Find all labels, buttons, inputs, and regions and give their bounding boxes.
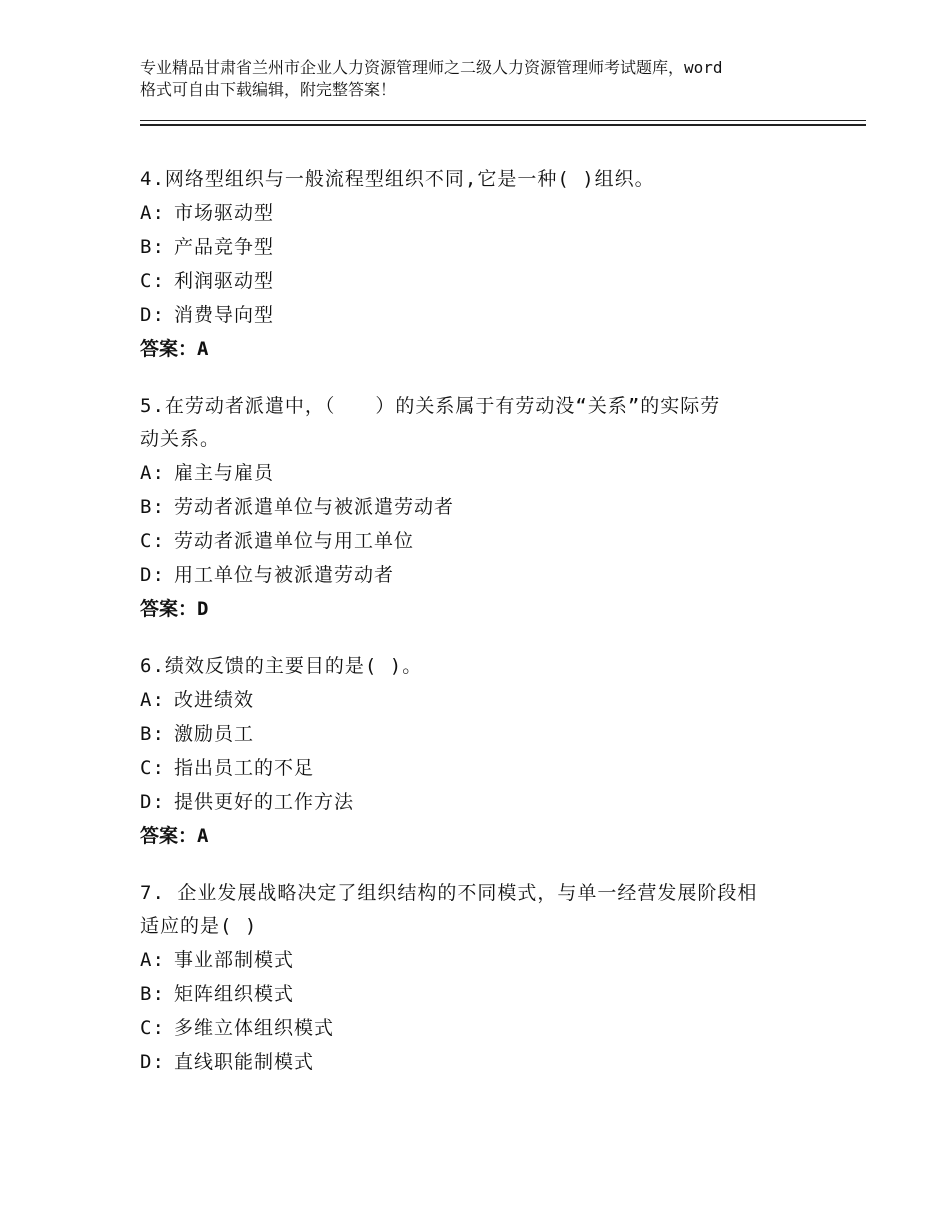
- question-list: [140, 163, 820, 1103]
- option-text: 多维立体组织模式: [174, 1017, 335, 1039]
- option-a: [140, 943, 820, 977]
- option-letter: C:: [140, 757, 165, 779]
- question-stem-continued: 动关系。: [140, 428, 221, 450]
- option-letter: C:: [140, 530, 165, 552]
- option-text: 直线职能制模式: [174, 1051, 315, 1073]
- option-d: [140, 558, 820, 592]
- option-c: [140, 264, 820, 298]
- answer-label: 答案：D: [140, 598, 209, 620]
- option-text: 指出员工的不足: [174, 757, 315, 779]
- question-6: [140, 650, 820, 853]
- option-letter: B:: [140, 496, 165, 518]
- header-title-line-2: 格式可自由下载编辑，附完整答案！: [140, 80, 397, 99]
- option-text: 激励员工: [174, 723, 255, 745]
- option-text: 事业部制模式: [174, 949, 295, 971]
- answer-label: 答案：A: [140, 825, 209, 847]
- option-text: 产品竞争型: [174, 236, 275, 258]
- option-letter: C:: [140, 270, 165, 292]
- option-c: [140, 524, 820, 558]
- option-letter: B:: [140, 983, 165, 1005]
- option-letter: B:: [140, 236, 165, 258]
- option-a: [140, 683, 820, 717]
- option-letter: A:: [140, 949, 165, 971]
- header-divider-thin: [140, 120, 866, 121]
- option-text: 劳动者派遣单位与被派遣劳动者: [174, 496, 455, 518]
- option-c: [140, 751, 820, 785]
- question-stem: 4.网络型组织与一般流程型组织不同,它是一种( )组织。: [140, 168, 655, 190]
- option-c: [140, 1011, 820, 1045]
- option-b: [140, 977, 820, 1011]
- question-5: [140, 390, 820, 626]
- option-a: [140, 456, 820, 490]
- option-letter: D:: [140, 791, 165, 813]
- question-stem: 5.在劳动者派遣中，（ ）的关系属于有劳动没“关系”的实际劳: [140, 395, 721, 417]
- option-text: 劳动者派遣单位与用工单位: [174, 530, 415, 552]
- option-d: [140, 1045, 820, 1079]
- header-title-line-1: 专业精品甘肃省兰州市企业人力资源管理师之二级人力资源管理师考试题库，word: [140, 58, 723, 77]
- option-b: [140, 717, 820, 751]
- option-letter: D:: [140, 304, 165, 326]
- option-letter: A:: [140, 689, 165, 711]
- option-d: [140, 785, 820, 819]
- option-text: 改进绩效: [174, 689, 255, 711]
- option-letter: A:: [140, 462, 165, 484]
- option-b: [140, 230, 820, 264]
- option-text: 市场驱动型: [174, 202, 275, 224]
- option-a: [140, 196, 820, 230]
- question-7: [140, 877, 820, 1079]
- option-text: 提供更好的工作方法: [174, 791, 355, 813]
- document-header: [140, 57, 830, 101]
- option-text: 利润驱动型: [174, 270, 275, 292]
- option-b: [140, 490, 820, 524]
- answer-label: 答案：A: [140, 338, 209, 360]
- question-4: [140, 163, 820, 366]
- option-letter: D:: [140, 564, 165, 586]
- option-d: [140, 298, 820, 332]
- option-letter: D:: [140, 1051, 165, 1073]
- option-text: 雇主与雇员: [174, 462, 275, 484]
- option-letter: A:: [140, 202, 165, 224]
- option-text: 矩阵组织模式: [174, 983, 295, 1005]
- option-text: 用工单位与被派遣劳动者: [174, 564, 395, 586]
- question-stem: 6.绩效反馈的主要目的是( )。: [140, 655, 423, 677]
- option-text: 消费导向型: [174, 304, 275, 326]
- question-stem-continued: 适应的是( ): [140, 915, 258, 937]
- header-divider-thick: [140, 124, 866, 126]
- option-letter: B:: [140, 723, 165, 745]
- question-stem: 7. 企业发展战略决定了组织结构的不同模式，与单一经营发展阶段相: [140, 882, 758, 904]
- option-letter: C:: [140, 1017, 165, 1039]
